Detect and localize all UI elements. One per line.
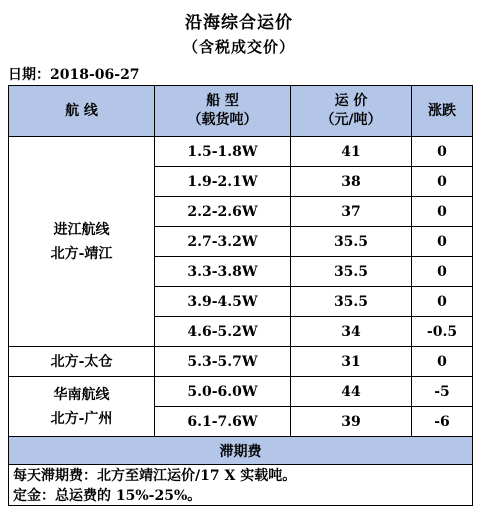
freight-rate-table bbox=[8, 85, 473, 506]
ship-cell: 3.3-3.8W bbox=[155, 257, 291, 287]
change-cell: 0 bbox=[412, 167, 473, 197]
price-cell: 37 bbox=[291, 197, 412, 227]
price-cell: 35.5 bbox=[291, 287, 412, 317]
change-cell: 0 bbox=[412, 347, 473, 377]
date-label: 日期：2018-06-27 bbox=[8, 67, 140, 83]
header-ship-line1: 船 型 bbox=[206, 93, 239, 109]
change-cell: -6 bbox=[412, 407, 473, 437]
ship-cell: 2.7-3.2W bbox=[155, 227, 291, 257]
table-row bbox=[9, 137, 473, 167]
price-cell: 44 bbox=[291, 377, 412, 407]
route-line2: 北方-靖江 bbox=[50, 245, 113, 262]
demurrage-header-row bbox=[9, 437, 473, 465]
ship-cell: 2.2-2.6W bbox=[155, 197, 291, 227]
ship-cell: 1.5-1.8W bbox=[155, 137, 291, 167]
price-cell: 35.5 bbox=[291, 227, 412, 257]
price-cell: 41 bbox=[291, 137, 412, 167]
route-line1: 华南航线 bbox=[53, 386, 110, 403]
change-cell: 0 bbox=[412, 227, 473, 257]
header-price bbox=[291, 86, 412, 137]
change-cell: 0 bbox=[412, 137, 473, 167]
change-cell: -0.5 bbox=[412, 317, 473, 347]
table-row bbox=[9, 377, 473, 407]
price-cell: 34 bbox=[291, 317, 412, 347]
price-cell: 39 bbox=[291, 407, 412, 437]
demurrage-line1: 每天滞期费：北方至靖江运价/17 X 实载吨。 bbox=[13, 468, 297, 484]
demurrage-line2: 定金：总运费的 15%-25%。 bbox=[13, 488, 202, 504]
demurrage-row bbox=[9, 465, 473, 506]
change-cell: 0 bbox=[412, 257, 473, 287]
page-title: 沿海综合运价 bbox=[185, 13, 293, 33]
demurrage-note-cell bbox=[9, 465, 473, 506]
ship-cell: 5.3-5.7W bbox=[155, 347, 291, 377]
ship-cell: 4.6-5.2W bbox=[155, 317, 291, 347]
price-cell: 35.5 bbox=[291, 257, 412, 287]
change-cell: -5 bbox=[412, 377, 473, 407]
route-line2: 北方-广州 bbox=[50, 410, 113, 427]
header-route: 航 线 bbox=[9, 86, 155, 137]
route-cell-guangzhou bbox=[9, 377, 155, 437]
ship-cell: 3.9-4.5W bbox=[155, 287, 291, 317]
header-price-line2: （元/吨） bbox=[320, 112, 382, 128]
table-row bbox=[9, 347, 473, 377]
change-cell: 0 bbox=[412, 287, 473, 317]
demurrage-heading: 滞期费 bbox=[9, 437, 473, 465]
header-price-line1: 运 价 bbox=[334, 93, 368, 109]
price-cell: 38 bbox=[291, 167, 412, 197]
route-line1: 进江航线 bbox=[53, 221, 110, 238]
header-change: 涨跌 bbox=[412, 86, 473, 137]
header-ship-line2: （载货吨） bbox=[187, 112, 258, 128]
price-cell: 31 bbox=[291, 347, 412, 377]
route-line1: 北方-太仓 bbox=[50, 353, 113, 370]
table-header-row bbox=[9, 86, 473, 137]
ship-cell: 5.0-6.0W bbox=[155, 377, 291, 407]
route-cell-jingjiang bbox=[9, 137, 155, 347]
route-cell-taicang bbox=[9, 347, 155, 377]
ship-cell: 1.9-2.1W bbox=[155, 167, 291, 197]
ship-cell: 6.1-7.6W bbox=[155, 407, 291, 437]
header-ship-type bbox=[155, 86, 291, 137]
page-subtitle: （含税成交价） bbox=[182, 38, 295, 56]
change-cell: 0 bbox=[412, 197, 473, 227]
